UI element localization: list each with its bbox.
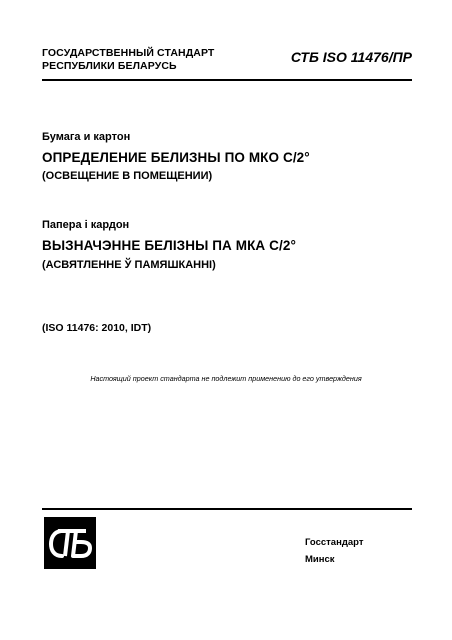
stb-logo-icon — [44, 517, 96, 569]
issuing-organization — [42, 47, 214, 73]
belarusian-subject: Папера і кардон — [42, 219, 130, 231]
city: Минск — [305, 554, 335, 565]
org-line-1: ГОСУДАРСТВЕННЫЙ СТАНДАРТ — [42, 47, 215, 59]
org-line-2: РЕСПУБЛИКИ БЕЛАРУСЬ — [42, 60, 177, 72]
russian-subject: Бумага и картон — [42, 131, 131, 143]
standard-code: СТБ ISO 11476/ПР — [290, 49, 412, 65]
russian-title: ОПРЕДЕЛЕНИЕ БЕЛИЗНЫ ПО МКО С/2° — [42, 150, 310, 165]
publisher: Госстандарт — [305, 537, 364, 548]
belarusian-title: ВЫЗНАЧЭННЕ БЕЛІЗНЫ ПА МКА С/2° — [42, 238, 296, 253]
header-divider — [42, 79, 412, 81]
russian-subtitle: (ОСВЕЩЕНИЕ В ПОМЕЩЕНИИ) — [42, 170, 213, 182]
belarusian-subtitle: (АСВЯТЛЕННЕ Ў ПАМЯШКАННІ) — [42, 259, 216, 271]
footer-divider — [42, 508, 412, 510]
draft-notice: Настоящий проект стандарта не подлежит применению до его утверждения — [90, 374, 362, 383]
iso-reference: (ISO 11476: 2010, IDT) — [42, 322, 152, 334]
